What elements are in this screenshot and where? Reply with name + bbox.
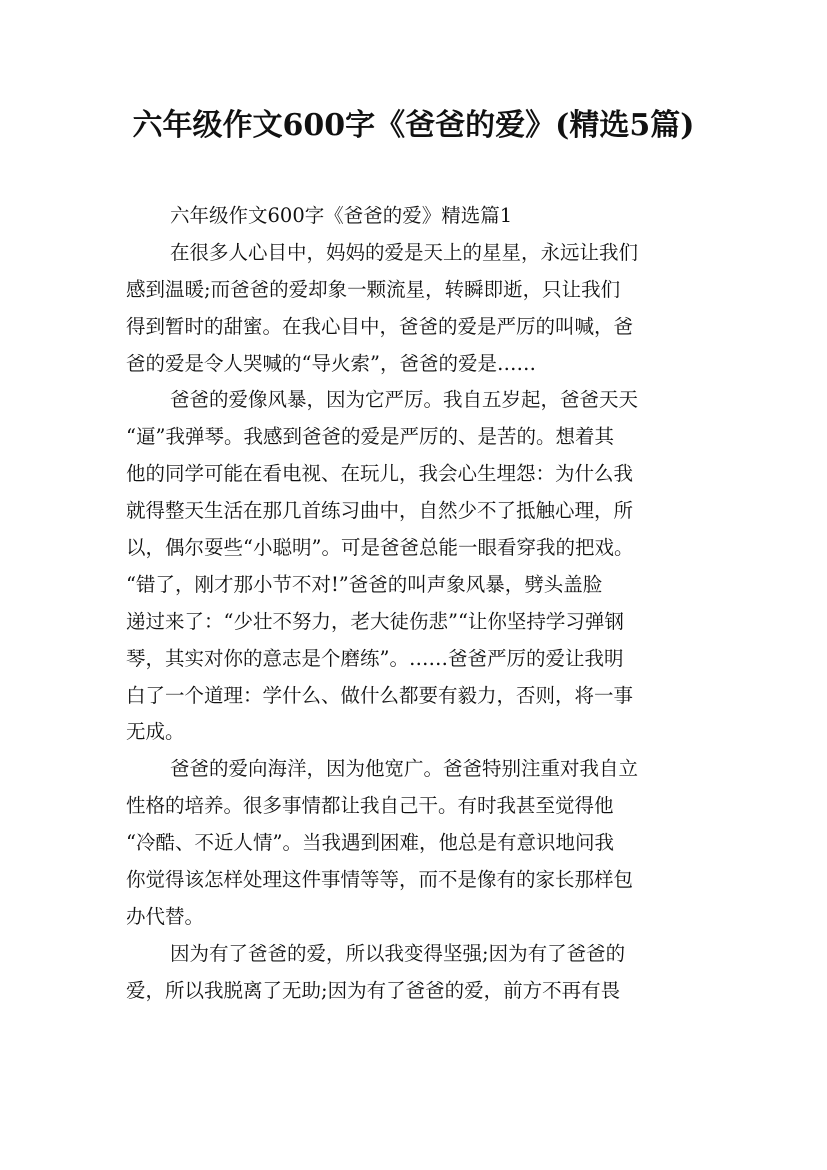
paragraph-line: 爸的爱是令人哭喊的“导火索”，爸爸的爱是…… — [126, 351, 536, 375]
paragraph-line: 就得整天生活在那几首练习曲中，自然少不了抵触心理，所 — [126, 499, 634, 523]
paragraph-line: “冷酷、不近人情”。当我遇到困难，他总是有意识地问我 — [126, 831, 614, 855]
paragraph-line: 办代替。 — [126, 904, 205, 928]
paragraph-line: 爱，所以我脱离了无助;因为有了爸爸的爱，前方不再有畏 — [126, 978, 621, 1002]
section-heading: 六年级作文600字《爸爸的爱》精选篇1 — [170, 204, 513, 227]
paragraph-line: 琴，其实对你的意志是个磨练”。……爸爸严厉的爱让我明 — [126, 646, 624, 670]
paragraph-line: “错了，刚才那小节不对!”爸爸的叫声象风暴，劈头盖脸 — [126, 572, 603, 596]
paragraph-line: 在很多人心目中，妈妈的爱是天上的星星，永远让我们 — [170, 240, 639, 264]
paragraph-line: 因为有了爸爸的爱，所以我变得坚强;因为有了爸爸的 — [170, 941, 626, 965]
paragraph-line: 爸爸的爱像风暴，因为它严厉。我自五岁起，爸爸天天 — [170, 388, 639, 412]
paragraph-line: 性格的培养。很多事情都让我自己干。有时我甚至觉得他 — [126, 794, 614, 818]
paragraph-line: 以，偶尔耍些“小聪明”。可是爸爸总能一眼看穿我的把戏。 — [126, 536, 634, 560]
paragraph-line: 无成。 — [126, 720, 185, 744]
paragraph-line: “逼”我弹琴。我感到爸爸的爱是严厉的、是苦的。想着其 — [126, 425, 614, 449]
paragraph-line: 递过来了：“少壮不努力，老大徒伤悲”“让你坚持学习弹钢 — [126, 609, 624, 633]
paragraph-line: 感到温暖;而爸爸的爱却象一颗流星，转瞬即逝，只让我们 — [126, 277, 621, 301]
paragraph-line: 他的同学可能在看电视、在玩儿，我会心生埋怨：为什么我 — [126, 462, 634, 486]
document-title: 六年级作文600字《爸爸的爱》(精选5篇) — [132, 108, 695, 143]
document-body — [126, 198, 716, 1010]
paragraph-line: 白了一个道理：学什么、做什么都要有毅力，否则，将一事 — [126, 683, 634, 707]
paragraph-line: 你觉得该怎样处理这件事情等等，而不是像有的家长那样包 — [126, 868, 634, 892]
paragraph-line: 得到暂时的甜蜜。在我心目中，爸爸的爱是严厉的叫喊，爸 — [126, 314, 634, 338]
paragraph-line: 爸爸的爱向海洋，因为他宽广。爸爸特别注重对我自立 — [170, 757, 639, 781]
